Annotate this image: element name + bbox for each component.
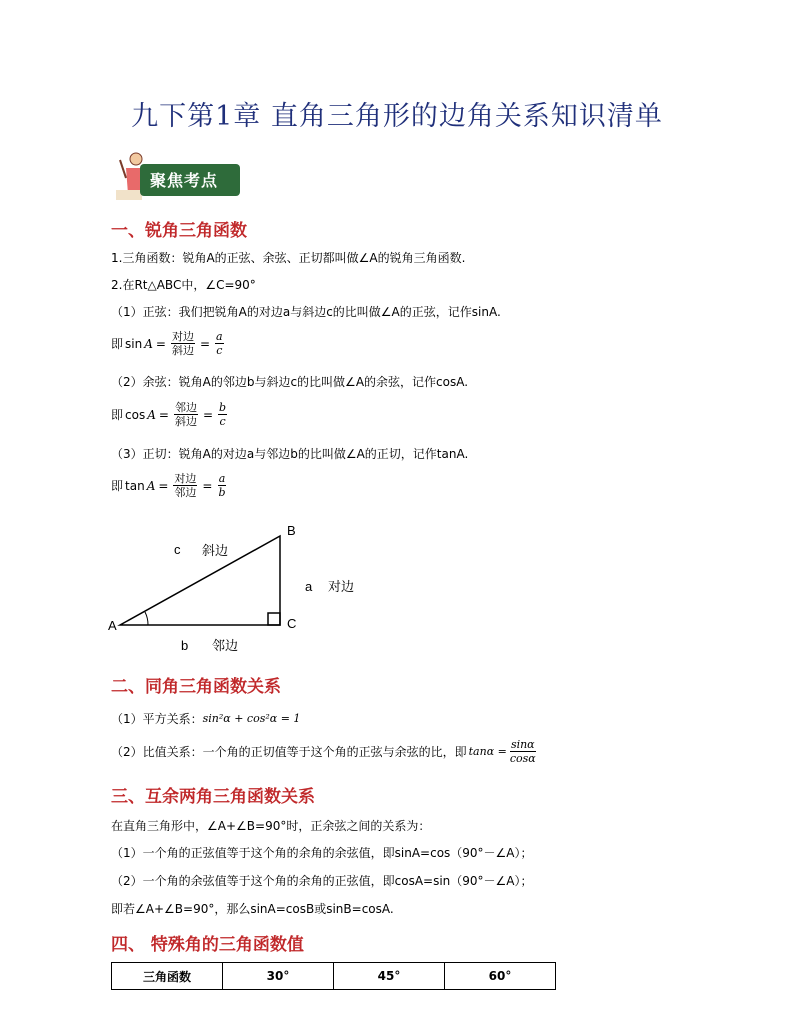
- tan-formula: 即 tan A = $\frac{\text{对边}}{\text{邻边}}$ = $\frac{a}{b}$: [111, 472, 226, 499]
- table-row: [112, 963, 556, 990]
- side-c-label: c: [174, 542, 181, 557]
- sin-formula: 即 sin A = $\frac{\text{对边}}{\text{斜边}}$ = $\frac{a}{c}$: [111, 330, 223, 357]
- right-triangle-diagram: [100, 520, 380, 660]
- tan-definition: （3）正切：锐角A的对边a与邻边b的比叫做∠A的正切，记作tanA.: [111, 447, 469, 461]
- cos-definition: （2）余弦：锐角A的邻边b与斜边c的比叫做∠A的余弦，记作cosA.: [111, 375, 469, 389]
- table-header-cell: 30°: [223, 963, 334, 990]
- right-angle-mark: [268, 613, 280, 625]
- page-title: 九下第1章 直角三角形的边角关系知识清单: [131, 101, 663, 132]
- ratio-relation: （2）比值关系：一个角的正切值等于这个角的正弦与余弦的比，即 tanα = $\frac{\sin\alpha}{\cos\alpha}$: [111, 738, 536, 765]
- side-a-label: a: [305, 579, 313, 594]
- hypotenuse-label: 斜边: [202, 543, 229, 558]
- sin-definition: （1）正弦：我们把锐角A的对边a与斜边c的比叫做∠A的正弦，记作sinA.: [111, 305, 501, 319]
- adjacent-label: 邻边: [212, 638, 239, 653]
- square-relation: （1）平方关系： sin²α + cos²α = 1: [111, 712, 301, 726]
- vertex-b: B: [287, 523, 296, 538]
- table-header-cell: 60°: [445, 963, 556, 990]
- banner-label: 聚焦考点: [150, 171, 219, 190]
- angle-a-arc: [145, 612, 148, 625]
- vertex-c: C: [287, 616, 297, 631]
- triangle-shape: [120, 536, 280, 625]
- s1-line2: 2.在Rt△ABC中，∠C=90°: [111, 278, 256, 292]
- s3-line3: 即若∠A+∠B=90°，那么sinA=cosB或sinB=cosA.: [111, 902, 394, 916]
- table-header-cell: 45°: [334, 963, 445, 990]
- s3-line0: 在直角三角形中，∠A+∠B=90°时，正余弦之间的关系为：: [111, 819, 431, 833]
- s3-line2: （2）一个角的余弦值等于这个角的余角的正弦值，即cosA=sin（90°－∠A）；: [111, 874, 533, 888]
- s1-line1: 1.三角函数：锐角A的正弦、余弦、正切都叫做∠A的锐角三角函数.: [111, 251, 466, 265]
- s3-line1: （1）一个角的正弦值等于这个角的余角的余弦值，即sinA=cos（90°－∠A）；: [111, 846, 533, 860]
- section-heading-1: 一、锐角三角函数: [111, 221, 247, 241]
- table-header-cell: 三角函数: [112, 963, 223, 990]
- cos-formula: 即 cos A = $\frac{\text{邻边}}{\text{斜边}}$ = $\frac{b}{c}$: [111, 401, 227, 428]
- section-banner: [112, 150, 242, 202]
- section-heading-4: 四、 特殊角的三角函数值: [111, 935, 304, 955]
- section-heading-3: 三、互余两角三角函数关系: [111, 787, 315, 807]
- opposite-label: 对边: [328, 579, 355, 594]
- side-b-label: b: [181, 638, 189, 653]
- vertex-a: A: [108, 618, 117, 633]
- section-heading-2: 二、同角三角函数关系: [111, 677, 281, 697]
- special-angles-table: [111, 962, 556, 990]
